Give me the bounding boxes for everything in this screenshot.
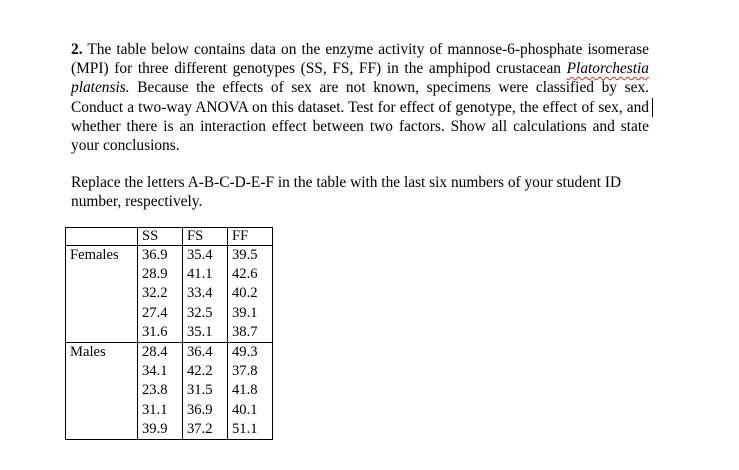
table-value: 42.2 xyxy=(187,363,213,380)
table-value: 41.8 xyxy=(232,382,258,399)
females-ss-cell xyxy=(138,246,183,343)
table-value: 34.1 xyxy=(142,363,168,380)
question-text-part2: Because the effects of sex are not known, specimens were classified by sex. Conduct a two-way ANOVA on this dataset. Test for effect of genotype, the effect of sex, and whether there is an interaction effect between two factors. Show all calculations and state your conclusions. xyxy=(71,79,649,155)
table-value: 28.9 xyxy=(142,266,168,283)
table-value: 31.5 xyxy=(187,382,213,399)
table-value: 37.8 xyxy=(232,363,258,380)
table-value: 51.1 xyxy=(232,420,258,437)
table-value: 40.1 xyxy=(232,401,258,418)
table-value: 36.4 xyxy=(187,343,213,360)
table-value: 36.9 xyxy=(142,247,168,263)
table-value: 28.4 xyxy=(142,343,168,360)
males-ff-cell xyxy=(228,342,273,439)
table-value: 35.1 xyxy=(187,323,213,340)
table-value: 39.1 xyxy=(232,304,258,321)
header-fs: FS xyxy=(183,228,228,246)
header-empty-cell xyxy=(66,228,138,246)
table-value: 42.6 xyxy=(232,266,258,283)
females-fs-cell xyxy=(183,246,228,343)
table-value: 23.8 xyxy=(142,382,168,399)
table-value: 35.4 xyxy=(187,247,213,263)
table-value: 32.5 xyxy=(187,304,213,321)
table-value: 33.4 xyxy=(187,285,213,302)
header-ss: SS xyxy=(138,228,183,246)
table-value: 31.1 xyxy=(142,401,168,418)
instruction-paragraph: Replace the letters A-B-C-D-E-F in the table with the last six numbers of your student ID number, respectively. xyxy=(71,174,622,211)
table-value: 36.9 xyxy=(187,401,213,418)
header-ff: FF xyxy=(228,228,273,246)
males-ss-cell xyxy=(138,342,183,439)
row-label-females: Females xyxy=(66,246,138,343)
table-row-males xyxy=(66,342,273,439)
table-value: 31.6 xyxy=(142,323,168,340)
table-value: 39.5 xyxy=(232,247,258,263)
females-ff-cell xyxy=(228,246,273,343)
table-header-row xyxy=(66,228,273,246)
species-epithet: platensis. xyxy=(71,79,130,97)
question-text-part1: The table below contains data on the enzyme activity of mannose-6-phosphate isomerase (MPI) for three different genotypes (SS, FS, FF) in the amphipod crustacean xyxy=(71,41,649,78)
table-value: 27.4 xyxy=(142,304,168,321)
table-value: 39.9 xyxy=(142,420,168,437)
species-genus: Platorchestia xyxy=(566,60,649,78)
row-label-males: Males xyxy=(66,342,138,439)
table-value: 32.2 xyxy=(142,285,168,302)
question-number: 2. xyxy=(71,41,83,58)
data-table xyxy=(65,227,273,440)
text-cursor xyxy=(652,98,653,117)
table-value: 38.7 xyxy=(232,323,258,340)
table-value: 37.2 xyxy=(187,420,213,437)
table-value: 49.3 xyxy=(232,343,258,360)
table-value: 41.1 xyxy=(187,266,213,283)
table-row-females xyxy=(66,246,273,343)
males-fs-cell xyxy=(183,342,228,439)
table-value: 40.2 xyxy=(232,285,258,302)
question-paragraph xyxy=(71,40,649,155)
